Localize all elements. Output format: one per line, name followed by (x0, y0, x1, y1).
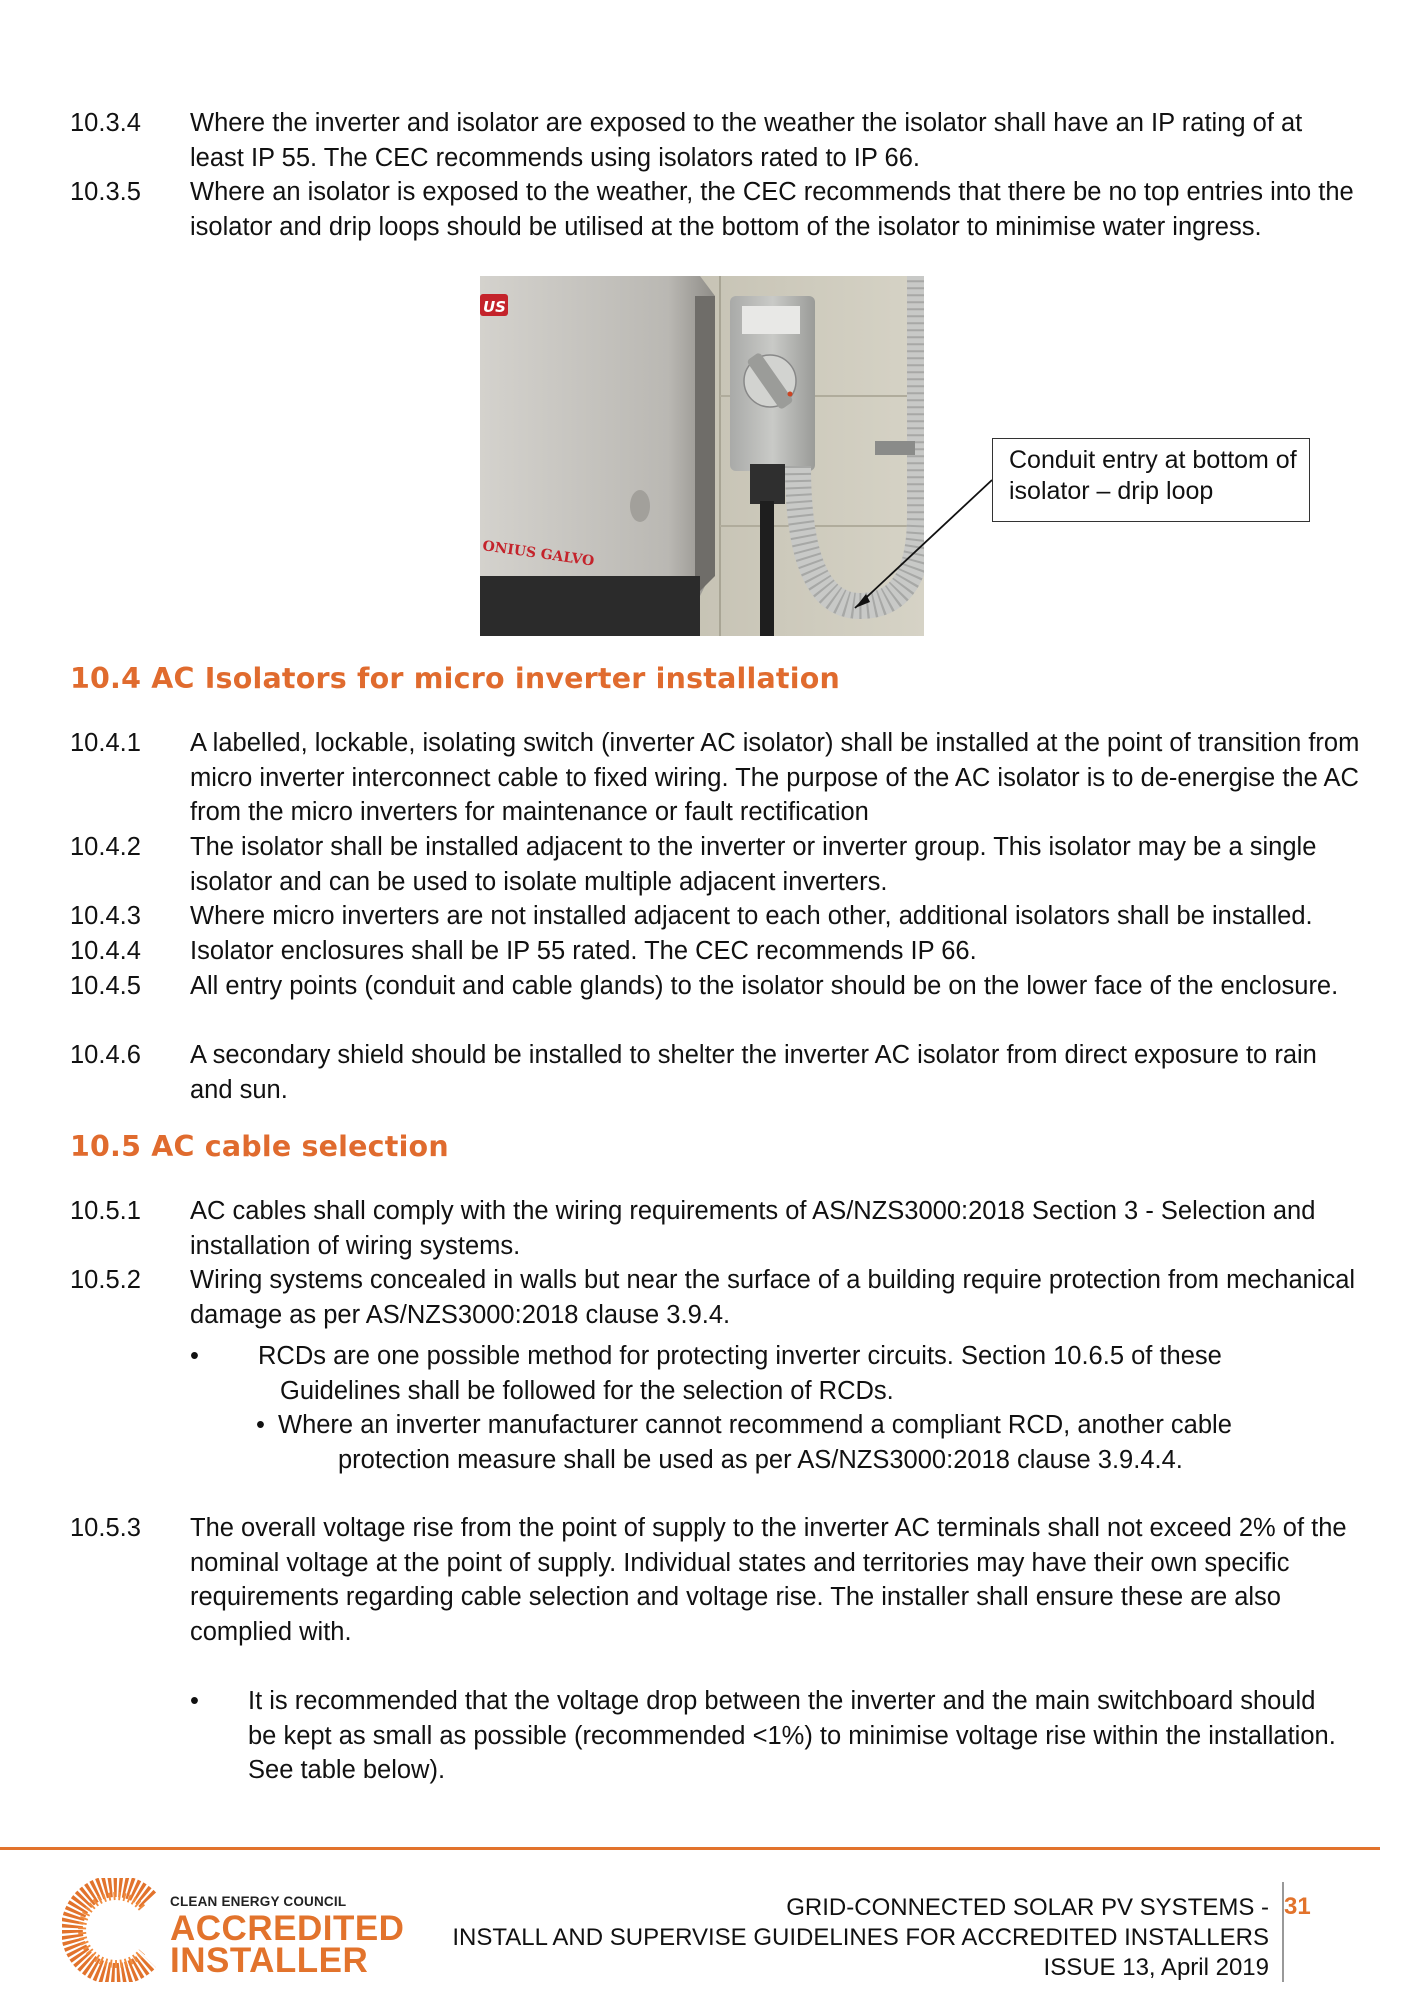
clause-number: 10.3.4 (70, 109, 141, 137)
footer-line-2: INSTALL AND SUPERVISE GUIDELINES FOR ACCREDITED INSTALLERS (452, 1924, 1269, 1951)
clause-text: The overall voltage rise from the point of supply to the inverter AC terminals shall not exceed 2% of the nominal voltage at the point of supply. Individual states and territories may have their own specific requirements regarding cable selection and voltage rise. The installer shall ensure these are also complied with. (190, 1514, 1347, 1646)
bullet-dot: • (190, 1342, 199, 1370)
clause-number: 10.4.1 (70, 729, 141, 757)
clause-number: 10.4.4 (70, 937, 141, 965)
bullet-line: RCDs are one possible method for protecting inverter circuits. Section 10.6.5 of these (258, 1342, 1222, 1370)
section-heading-10-5: 10.5 AC cable selection (70, 1130, 449, 1163)
logo-installer-text: INSTALLER (170, 1941, 369, 1980)
clause-number: 10.5.3 (70, 1514, 141, 1542)
page-number: 31 (1284, 1893, 1311, 1920)
callout-leader-line (0, 0, 1413, 700)
footer-document-title (452, 1893, 1269, 1983)
section-heading-10-4: 10.4 AC Isolators for micro inverter installation (70, 662, 840, 695)
accredited-installer-logo (62, 1878, 405, 1980)
clause-number: 10.4.3 (70, 902, 141, 930)
logo-accredited-text: ACCREDITED (170, 1909, 405, 1948)
bullet-dot: • (190, 1687, 199, 1715)
clause-number: 10.5.2 (70, 1266, 141, 1294)
clause-10-5-1 (70, 1194, 1370, 1263)
clause-text: Isolator enclosures shall be IP 55 rated. The CEC recommends IP 66. (190, 937, 977, 965)
clause-text: A labelled, lockable, isolating switch (inverter AC isolator) shall be installed at the point of transition from micro inverter interconnect cable to fixed wiring. The purpose of the AC isolator is to de-energise the AC from the micro inverters for maintenance or fault rectification (190, 729, 1360, 826)
clause-number: 10.4.6 (70, 1041, 141, 1069)
footer-line-1: GRID-CONNECTED SOLAR PV SYSTEMS - (786, 1894, 1269, 1921)
bullet-text: It is recommended that the voltage drop between the inverter and the main switchboard should be kept as small as possible (recommended <1%) to minimise voltage rise within the installation. See table below). (248, 1687, 1336, 1784)
clause-10-4-6 (70, 1038, 1370, 1107)
clause-10-4-3 (70, 899, 1370, 934)
clause-text: Where micro inverters are not installed adjacent to each other, additional isolators shall be installed. (190, 902, 1313, 930)
clause-text: Where an isolator is exposed to the weather, the CEC recommends that there be no top entries into the isolator and drip loops should be utilised at the bottom of the isolator to minimise water ingress. (190, 178, 1354, 241)
footer-line-3: ISSUE 13, April 2019 (1043, 1954, 1269, 1981)
clause-10-4-2 (70, 830, 1370, 899)
bullet-line: protection measure shall be used as per AS/NZS3000:2018 clause 3.9.4.4. (338, 1445, 1183, 1474)
clause-10-4-1 (70, 726, 1370, 830)
logo-c-mark-icon (62, 1878, 172, 1982)
clause-text: All entry points (conduit and cable glands) to the isolator should be on the lower face of the enclosure. (190, 972, 1339, 1000)
bullet-rcd-method (190, 1339, 1310, 1408)
clause-text: Where the inverter and isolator are exposed to the weather the isolator shall have an IP rating of at least IP 55. The CEC recommends using isolators rated to IP 66. (190, 109, 1303, 172)
clause-number: 10.3.5 (70, 178, 141, 206)
bullet-voltage-drop (190, 1684, 1360, 1788)
inverter-brand-fragment: US (483, 298, 506, 316)
bullet-line: Guidelines shall be followed for the selection of RCDs. (280, 1376, 894, 1405)
clause-text: The isolator shall be installed adjacent to the inverter or inverter group. This isolator may be a single isolator and can be used to isolate multiple adjacent inverters. (190, 833, 1317, 896)
bullet-line: Where an inverter manufacturer cannot recommend a compliant RCD, another cable (278, 1411, 1232, 1439)
bullet-cable-protection (256, 1408, 1336, 1477)
clause-number: 10.4.2 (70, 833, 141, 861)
clause-10-4-4 (70, 934, 1370, 969)
footer-divider (0, 1847, 1380, 1850)
inverter-model-text: ONIUS GALVO (481, 538, 596, 570)
clause-text: A secondary shield should be installed to shelter the inverter AC isolator from direct exposure to rain and sun. (190, 1041, 1317, 1104)
logo-organisation-text: CLEAN ENERGY COUNCIL (170, 1894, 347, 1909)
clause-text: Wiring systems concealed in walls but near the surface of a building require protection from mechanical damage as per AS/NZS3000:2018 clause 3.9.4. (190, 1266, 1356, 1329)
clause-text: AC cables shall comply with the wiring requirements of AS/NZS3000:2018 Section 3 - Selection and installation of wiring systems. (190, 1197, 1316, 1260)
clause-number: 10.4.5 (70, 972, 141, 1000)
clause-10-4-5 (70, 969, 1370, 1004)
clause-10-5-2 (70, 1263, 1370, 1332)
bullet-dot: • (256, 1411, 265, 1439)
clause-10-5-3 (70, 1511, 1370, 1649)
clause-number: 10.5.1 (70, 1197, 141, 1225)
figure-callout: Conduit entry at bottom of isolator – drip loop (992, 438, 1310, 522)
